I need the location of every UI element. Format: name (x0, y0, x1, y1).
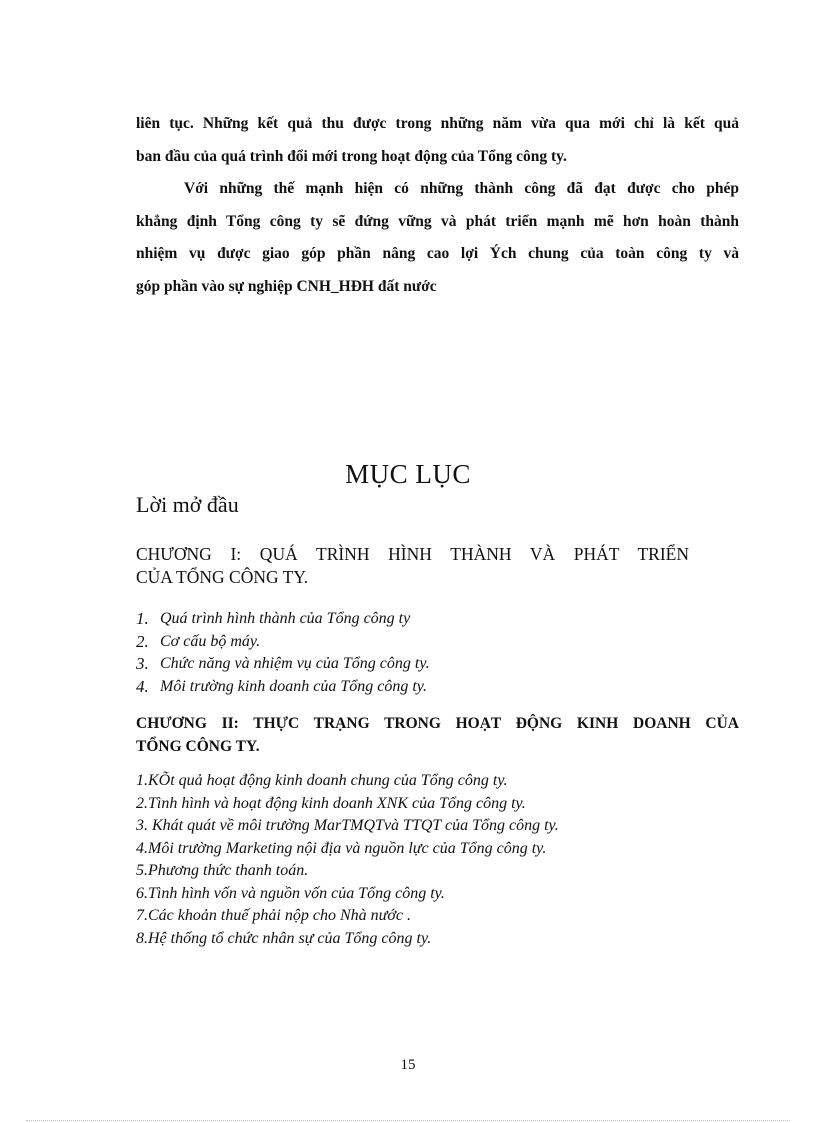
list-item-number: 3. (136, 654, 149, 673)
list-item-number: 1. (136, 609, 149, 628)
list-item-text: Quá trình hình thành của Tổng công ty (160, 610, 411, 627)
list-item: 4.Môi trường Marketing nội địa và nguồn lực của Tổng công ty. (136, 839, 547, 857)
page-bottom-divider (26, 1120, 790, 1121)
paragraph-1 (136, 108, 739, 173)
list-item: 3. Khát quát về môi trường MarTMQTvà TTQT của Tổng công ty. (136, 817, 559, 834)
chapter-1-list (136, 608, 430, 698)
paragraph-line: liên tục. Những kết quả thu được trong những năm vừa qua mới chỉ là kết quả (136, 115, 739, 132)
list-item-text: Chức năng và nhiệm vụ của Tổng công ty. (160, 655, 430, 672)
paragraph-line: nhiệm vụ được giao góp phần nâng cao lợi Ých chung của toàn công ty và (136, 245, 739, 262)
toc-preface: Lời mở đầu (136, 492, 239, 517)
paragraph-line: ban đầu của quá trình đổi mới trong hoạt động của Tổng công ty. (136, 147, 567, 165)
list-item (136, 631, 430, 654)
chapter-1-heading (136, 543, 739, 589)
list-item (136, 608, 430, 631)
list-item: 8.Hệ thống tổ chức nhân sự của Tổng công ty. (136, 929, 432, 947)
list-item-number: 4. (136, 676, 149, 696)
toc-title: MỤC LỤC (345, 459, 471, 489)
chapter-heading-line: CỦA TỔNG CÔNG TY. (136, 567, 309, 587)
list-item: 6.Tình hình vốn và nguồn vốn của Tổng công ty. (136, 884, 445, 902)
list-item-text: Cơ cấu bộ máy. (160, 632, 261, 650)
list-item: 2.Tình hình và hoạt động kinh doanh XNK của Tổng công ty. (136, 794, 526, 812)
paragraph-line: góp phần vào sự nghiệp CNH_HĐH đất nước (136, 277, 437, 295)
list-item: 7.Các khoản thuế phải nộp cho Nhà nước . (136, 907, 412, 924)
list-item (136, 653, 430, 676)
list-item: 5.Phương thức thanh toán. (136, 862, 309, 879)
chapter-heading-line: CHƯƠNG II: THỰC TRẠNG TRONG HOẠT ĐỘNG KINH DOANH CỦA (136, 715, 739, 732)
chapter-2-list (136, 770, 559, 950)
chapter-heading-line: CHƯƠNG I: QUÁ TRÌNH HÌNH THÀNH VÀ PHÁT TRIỂN (136, 544, 689, 564)
page-number: 15 (400, 1057, 416, 1073)
paragraph-2 (136, 173, 739, 303)
paragraph-line: Với những thế mạnh hiện có những thành công đã đạt được cho phép (184, 180, 739, 197)
chapter-heading-line: TỔNG CÔNG TY. (136, 738, 260, 755)
list-item-text: Môi trường kinh doanh của Tổng công ty. (160, 677, 428, 695)
list-item-number: 2. (136, 631, 149, 651)
paragraph-line: khẳng định Tổng công ty sẽ đứng vững và phát triển mạnh mẽ hơn hoàn thành (136, 212, 739, 230)
list-item (136, 676, 430, 699)
list-item: 1.KÕt quả hoạt động kinh doanh chung của Tổng công ty. (136, 772, 508, 789)
chapter-2-heading (136, 712, 739, 758)
